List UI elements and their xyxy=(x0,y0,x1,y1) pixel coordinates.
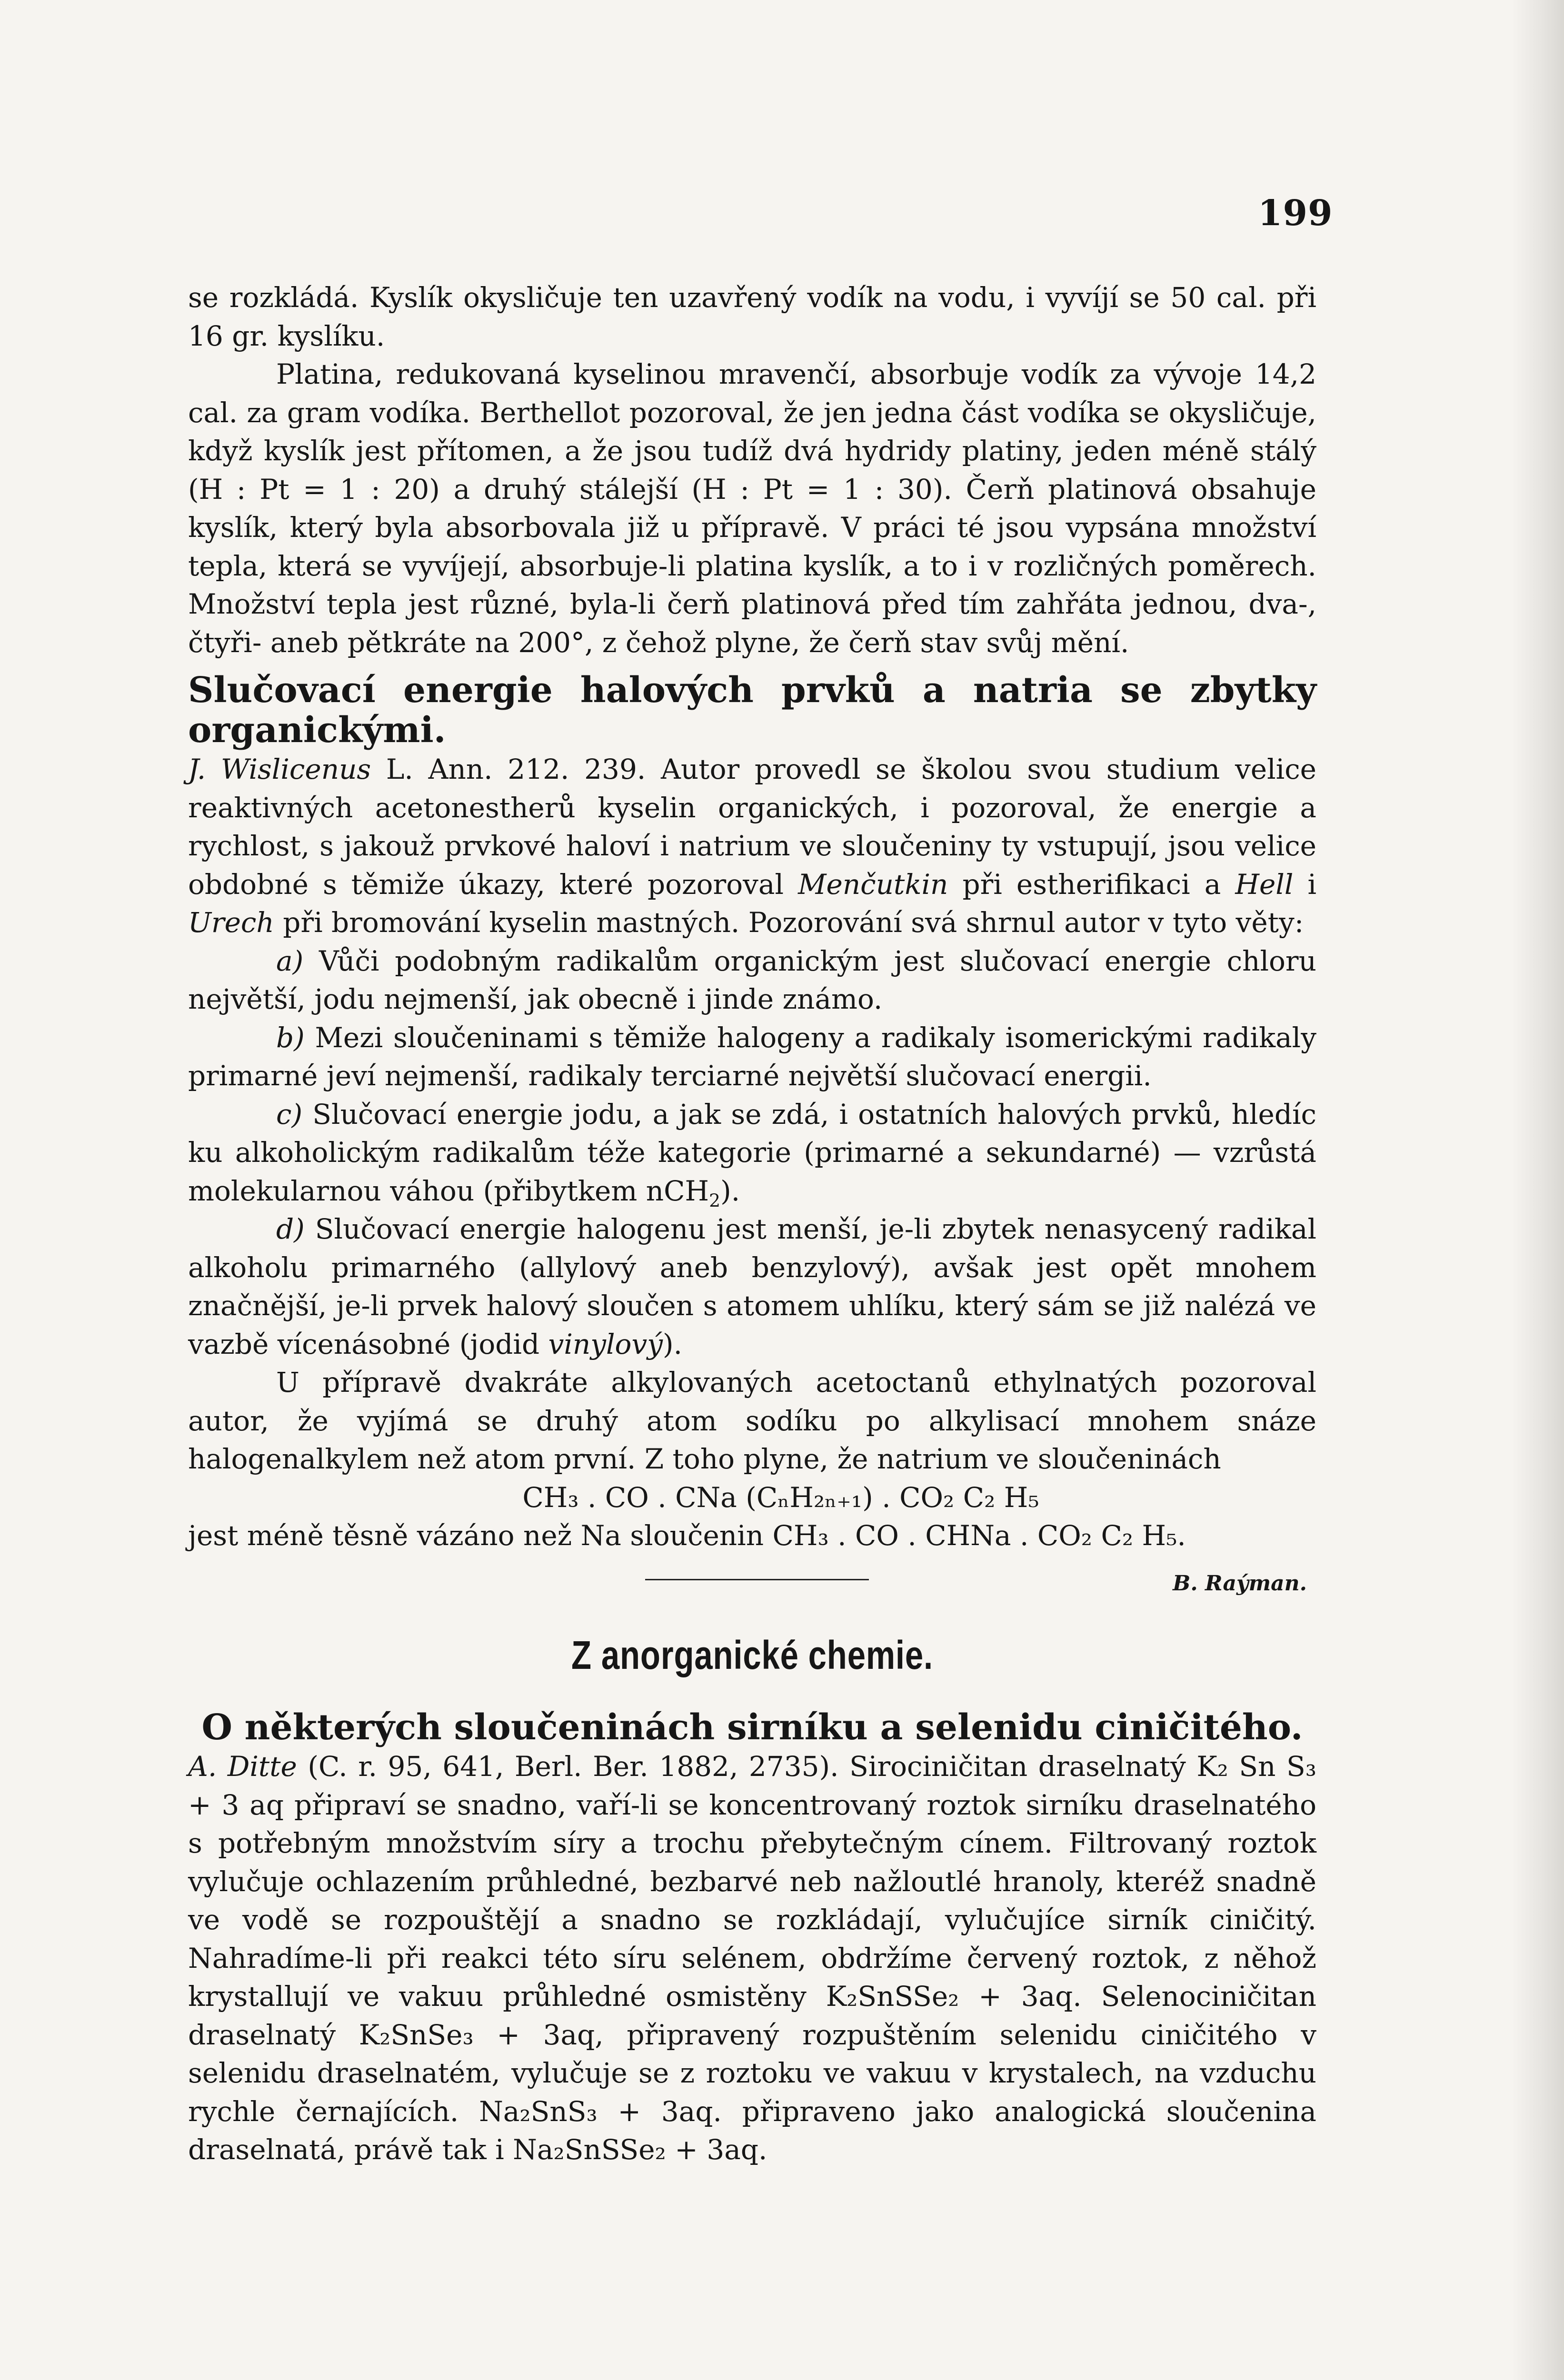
rule-d-italic: vinylový xyxy=(548,1328,663,1360)
intro-text-1: Autor provedl se školou svou studium velice reaktivných acetonestherů kyselin organických, i pozoroval, že energie a rychlost, s jakouž prvkové haloví i natrium ve sloučeniny ty vstupují, jsou velice obdobné s těmiže úkazy, které pozoroval xyxy=(188,753,1317,901)
page-edge-shadow xyxy=(1512,0,1564,2380)
rule-b-mark: b) xyxy=(276,1021,305,1054)
paragraph-wislicenus xyxy=(188,750,1316,942)
rule-c-end: ). xyxy=(720,1174,740,1207)
intro-text-2: při estherifikaci a xyxy=(962,868,1221,901)
intro-text-3: i xyxy=(1307,868,1317,901)
rule-d-end: ). xyxy=(663,1328,683,1360)
rule-c-text: Slučovací energie jodu, a jak se zdá, i ostatních halových prvků, hledíc ku alkoholickým radikalům téže kategorie (primarné a sekundarné) — vzrůstá molekularnou váhou (přibytkem nCH xyxy=(188,1098,1316,1207)
paragraph-acetoacetate: U přípravě dvakráte alkylovaných acetoctanů ethylnatých pozoroval autor, že vyjímá se druhý atom sodíku po alkylisací mnohem snáze halogenalkylem než atom první. Z toho plyne, že natrium ve sloučeninách xyxy=(188,1366,1316,1475)
formula-line: CH₃ . CO . CNa (CₙH₂ₙ₊₁) . CO₂ C₂ H₅ xyxy=(522,1481,1039,1514)
article-title-tin: O některých sloučeninách sirníku a selenidu ciničitého. xyxy=(201,1707,1303,1748)
text-column xyxy=(188,278,1316,2169)
author-wislicenus: J. Wislicenus xyxy=(188,753,371,785)
rule-c-subscript: 2 xyxy=(709,1190,721,1211)
rule-d-mark: d) xyxy=(276,1213,305,1245)
ditte-text: (C. r. 95, 641, Berl. Ber. 1882, 2735). Sirociničitan draselnatý K₂ Sn S₃ + 3 aq připraví se snadno, vaří-li se koncentrovaný roztok sirníku draselnatého s potřebným množstvím síry a trochu přebytečným cínem. Filtrovaný roztok vylučuje ochlazením průhledné, bezbarvé neb nažloutlé hranoly, kteréž snadně ve vodě se rozpouštějí a snadno se rozkládají, vylučujíce sirník ciničitý. Nahradíme-li při reakci této síru selénem, obdržíme červený roztok, z něhož krystallují ve vakuu průhledné osmistěny K₂SnSSe₂ + 3aq. Selenociničitan draselnatý K₂SnSe₃ + 3aq, připravený rozpuštěním selenidu ciničitého v selenidu draselnatém, vylučuje se z roztoku ve vakuu v krystalech, na vzduchu rychle černajících. Na₂SnS₃ + 3aq. připraveno jako analogická sloučenina draselnatá, právě tak i Na₂SnSSe₂ + 3aq. xyxy=(188,1750,1317,2166)
rule-d xyxy=(188,1210,1316,1363)
rule-a-mark: a) xyxy=(276,944,304,977)
name-hell: Hell xyxy=(1235,868,1294,901)
rule-c-mark: c) xyxy=(276,1098,303,1130)
name-urech: Urech xyxy=(188,906,274,939)
reference-wislicenus: L. Ann. 212. 239. xyxy=(386,753,646,785)
author-ditte: A. Ditte xyxy=(188,1750,297,1783)
paragraph-continuation: se rozkládá. Kyslík okysličuje ten uzavřený vodík na vodu, i vyvíjí se 50 cal. při 16 gr. kyslíku. xyxy=(188,281,1316,352)
formula-tail xyxy=(188,1517,1316,1555)
paragraph-ditte xyxy=(188,1747,1316,2169)
rule-d-text: Slučovací energie halogenu jest menší, je-li zbytek nenasycený radikal alkoholu primarného (allylový aneb benzylový), avšak jest opět mnohem značnější, je-li prvek halový sloučen s atomem uhlíku, který sám se již nalézá ve vazbě vícenásobné (jodid xyxy=(188,1213,1317,1360)
rule-c xyxy=(188,1095,1316,1210)
rule-b xyxy=(188,1019,1316,1095)
formula-tail-formula: CH₃ . CO . CHNa . CO₂ C₂ H₅. xyxy=(772,1519,1186,1552)
formula-tail-text: jest méně těsně vázáno než Na sloučenin xyxy=(188,1519,764,1552)
rule-a xyxy=(188,942,1316,1019)
rule-b-text: Mezi sloučeninami s těmiže halogeny a radikaly isomerickými radikaly primarné jeví nejmenší, radikaly terciarné největší slučovací energii. xyxy=(188,1021,1317,1092)
name-mencutkin: Menčutkin xyxy=(798,868,948,901)
article-title-halogens: Slučovací energie halových prvků a natria se zbytky organickými. xyxy=(188,670,1316,751)
article-separator xyxy=(188,1555,1316,1603)
separator-rule xyxy=(645,1579,869,1580)
rule-a-text: Vůči podobným radikalům organickým jest slučovací energie chloru největší, jodu nejmenší, jak obecně i jinde známo. xyxy=(188,944,1317,1015)
intro-text-4: při bromování kyselin mastných. Pozorování svá shrnul autor v tyto věty: xyxy=(283,906,1304,939)
section-heading: Z anorganické chemie. xyxy=(571,1632,933,1677)
author-signature: B. Raýman. xyxy=(1173,1571,1307,1596)
paragraph-platinum: Platina, redukovaná kyselinou mravenčí, absorbuje vodík za vývoje 14,2 cal. za gram vodíka. Berthellot pozoroval, že jen jedna část vodíka se okysličuje, když kyslík jest přítomen, a že jsou tudíž dvá hydridy platiny, jeden méně stálý (H : Pt = 1 : 20) a druhý stálejší (H : Pt = 1 : 30). Čerň platinová obsahuje kyslík, který byla absorbovala již u přípravě. V práci té jsou vypsána množství tepla, která se vyvíjejí, absorbuje-li platina kyslík, a to i v rozličných poměrech. Množství tepla jest různé, byla-li čerň platinová před tím zahřáta jednou, dva-, čtyři- aneb pětkráte na 200°, z čehož plyne, že čerň stav svůj mění. xyxy=(188,358,1316,659)
page-number: 199 xyxy=(1258,193,1333,234)
